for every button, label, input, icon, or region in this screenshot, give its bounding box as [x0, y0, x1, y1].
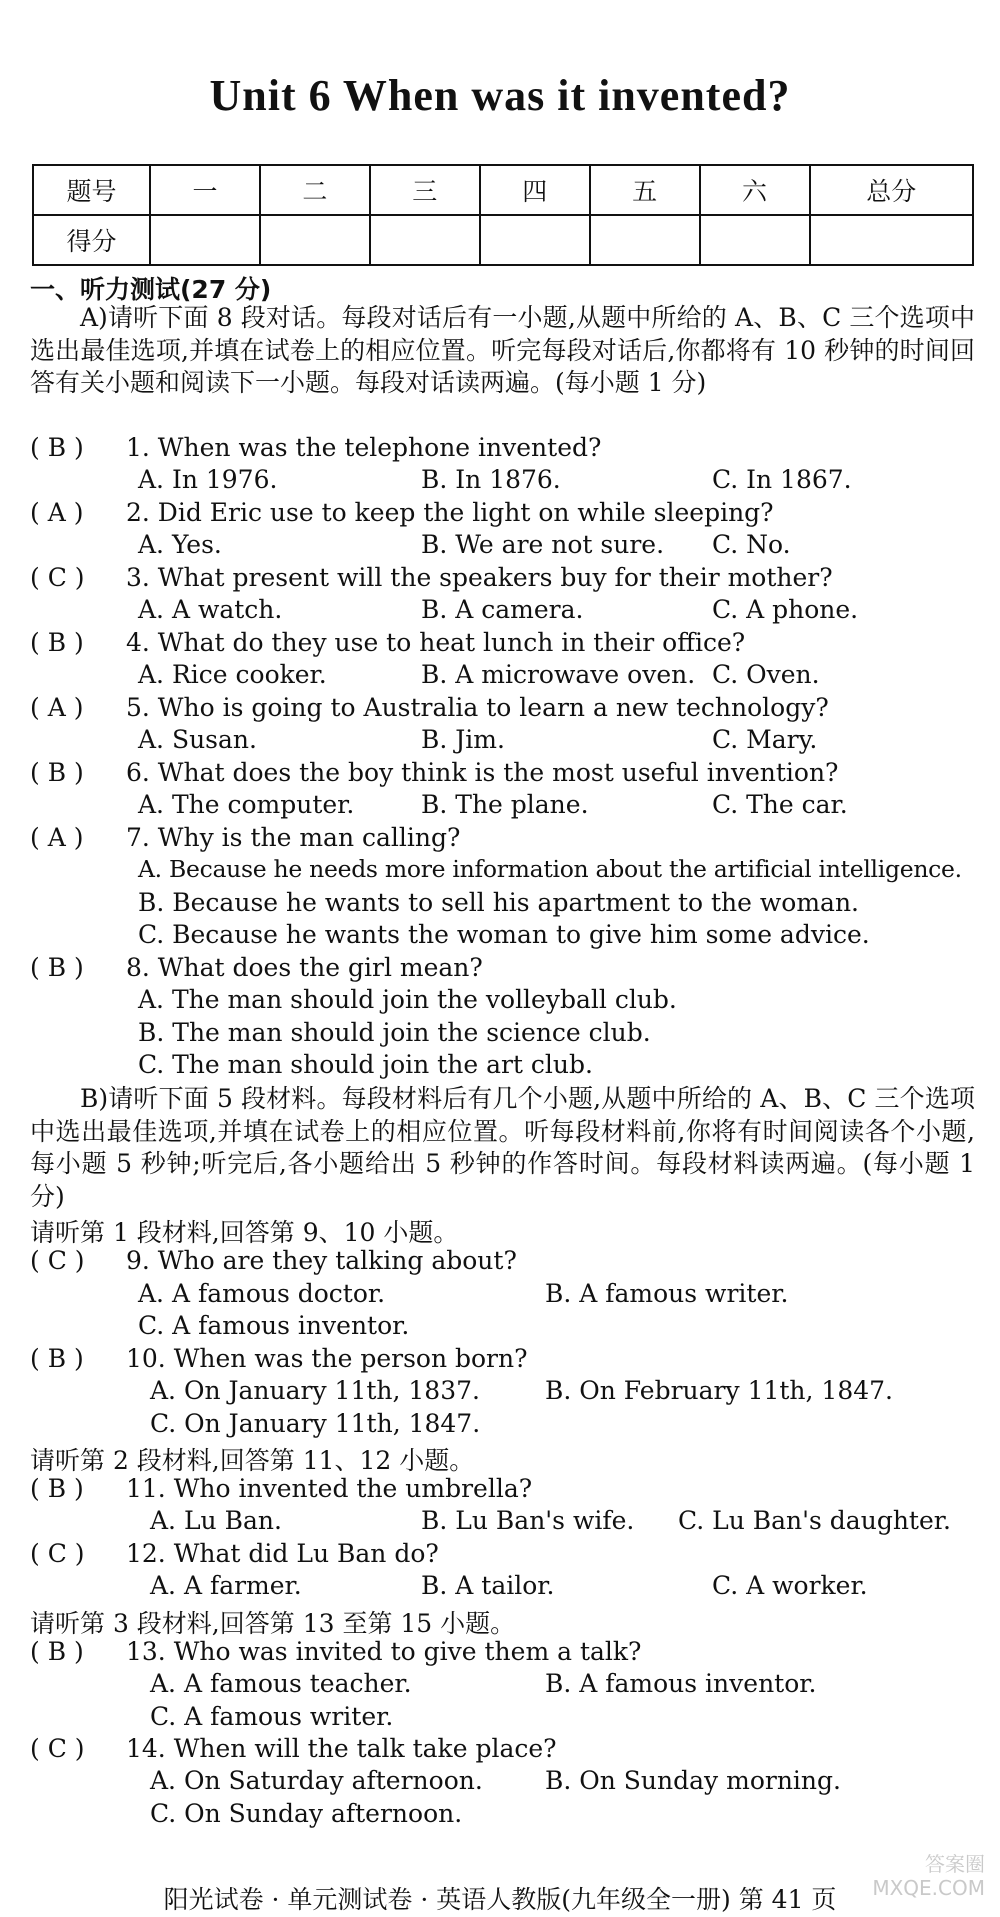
score-cell: [590, 215, 700, 265]
option-a: A. A famous doctor.: [138, 1279, 386, 1308]
answer-mark: ( C ): [30, 563, 85, 592]
option-b: B. In 1876.: [421, 465, 561, 494]
question-text: 1. When was the telephone invented?: [126, 433, 602, 462]
answer-mark: ( B ): [30, 628, 84, 657]
answer-mark: ( B ): [30, 758, 84, 787]
option-c: C. Lu Ban's daughter.: [678, 1506, 951, 1535]
option-c: C. Because he wants the woman to give him some advice.: [138, 920, 870, 949]
option-c: C. In 1867.: [712, 465, 852, 494]
score-cell: [700, 215, 810, 265]
option-a: A. Yes.: [138, 530, 222, 559]
question-text: 2. Did Eric use to keep the light on while sleeping?: [126, 498, 774, 527]
option-b: B. Because he wants to sell his apartment to the woman.: [138, 888, 860, 917]
option-c: C. A famous inventor.: [138, 1311, 410, 1340]
answer-mark: ( B ): [30, 433, 84, 462]
score-cell: 三: [370, 165, 480, 215]
question-14: [30, 1734, 557, 1763]
option-c: C. The man should join the art club.: [138, 1050, 593, 1079]
option-a: A. A watch.: [138, 595, 283, 624]
score-table-header-row: [33, 165, 973, 215]
answer-mark: ( B ): [30, 1637, 84, 1666]
option-b: B. On February 11th, 1847.: [545, 1376, 893, 1405]
option-b: B. The man should join the science club.: [138, 1018, 651, 1047]
question-text: 10. When was the person born?: [126, 1344, 528, 1373]
question-3: [30, 563, 833, 592]
option-a: A. Rice cooker.: [138, 660, 327, 689]
question-text: 5. Who is going to Australia to learn a new technology?: [126, 693, 829, 722]
score-cell: 二: [260, 165, 370, 215]
question-6: [30, 758, 838, 787]
score-cell: 得分: [33, 215, 150, 265]
question-text: 11. Who invented the umbrella?: [126, 1474, 533, 1503]
answer-mark: ( A ): [30, 823, 84, 852]
answer-mark: ( C ): [30, 1539, 85, 1568]
question-11: [30, 1474, 532, 1503]
option-c: C. Mary.: [712, 725, 818, 754]
option-a: A. Because he needs more information about the artificial intelligence.: [138, 855, 962, 883]
option-b: B. A tailor.: [421, 1571, 555, 1600]
option-a: A. A famous teacher.: [150, 1669, 412, 1698]
option-a: A. The man should join the volleyball club.: [138, 985, 677, 1014]
option-b: B. A famous writer.: [545, 1279, 789, 1308]
material-1-intro: 请听第 1 段材料,回答第 9、10 小题。: [30, 1218, 459, 1247]
question-5: [30, 693, 829, 722]
score-cell: 六: [700, 165, 810, 215]
question-text: 14. When will the talk take place?: [126, 1734, 557, 1763]
option-c: C. A worker.: [712, 1571, 868, 1600]
page-title: Unit 6 When was it invented?: [209, 71, 791, 120]
answer-mark: ( B ): [30, 1474, 84, 1503]
answer-mark: ( B ): [30, 953, 84, 982]
question-text: 9. Who are they talking about?: [126, 1246, 517, 1275]
option-b: B. A microwave oven.: [421, 660, 696, 689]
material-2-intro: 请听第 2 段材料,回答第 11、12 小题。: [30, 1446, 475, 1475]
question-1: [30, 433, 601, 462]
score-cell: 一: [150, 165, 260, 215]
score-table: [32, 164, 974, 266]
question-9: [30, 1246, 517, 1275]
score-cell: [480, 215, 590, 265]
score-cell: 四: [480, 165, 590, 215]
question-13: [30, 1637, 641, 1666]
option-b: B. A camera.: [421, 595, 584, 624]
option-a: A. A farmer.: [150, 1571, 302, 1600]
score-cell: [810, 215, 973, 265]
option-b: B. The plane.: [421, 790, 589, 819]
option-c: C. A phone.: [712, 595, 859, 624]
score-cell: [370, 215, 480, 265]
score-cell: 题号: [33, 165, 150, 215]
watermark: 答案圈 MXQE.COM: [872, 1852, 985, 1900]
option-a: A. Susan.: [138, 725, 257, 754]
score-table-score-row: [33, 215, 973, 265]
question-text: 3. What present will the speakers buy for their mother?: [126, 563, 833, 592]
option-c: C. A famous writer.: [150, 1702, 394, 1731]
question-text: 12. What did Lu Ban do?: [126, 1539, 439, 1568]
question-text: 13. Who was invited to give them a talk?: [126, 1637, 642, 1666]
answer-mark: ( A ): [30, 498, 84, 527]
part-a-instructions: A)请听下面 8 段对话。每段对话后有一小题,从题中所给的 A、B、C 三个选项中选出最佳选项,并填在试卷上的相应位置。听完每段对话后,你都将有 10 秒钟的时间回答有关小题和阅读下一小题。每段对话读两遍。(每小题 1 分): [30, 303, 975, 397]
question-7: [30, 823, 460, 852]
question-text: 4. What do they use to heat lunch in their office?: [126, 628, 746, 657]
answer-mark: ( C ): [30, 1246, 85, 1275]
option-a: A. In 1976.: [138, 465, 278, 494]
option-a: A. The computer.: [138, 790, 355, 819]
option-b: B. On Sunday morning.: [545, 1766, 841, 1795]
answer-mark: ( A ): [30, 693, 84, 722]
option-c: C. On January 11th, 1847.: [150, 1409, 481, 1438]
question-12: [30, 1539, 439, 1568]
question-text: 8. What does the girl mean?: [126, 953, 483, 982]
section-heading: 一、听力测试(27 分): [30, 275, 272, 304]
option-c: C. No.: [712, 530, 791, 559]
page-footer: 阳光试卷 · 单元测试卷 · 英语人教版(九年级全一册) 第 41 页: [163, 1885, 837, 1914]
score-cell: [150, 215, 260, 265]
question-text: 7. Why is the man calling?: [126, 823, 461, 852]
material-3-intro: 请听第 3 段材料,回答第 13 至第 15 小题。: [30, 1609, 516, 1638]
option-b: B. We are not sure.: [421, 530, 665, 559]
question-10: [30, 1344, 528, 1373]
option-b: B. A famous inventor.: [545, 1669, 817, 1698]
answer-mark: ( C ): [30, 1734, 85, 1763]
option-a: A. On January 11th, 1837.: [150, 1376, 480, 1405]
option-c: C. The car.: [712, 790, 848, 819]
answer-mark: ( B ): [30, 1344, 84, 1373]
part-b-instructions: B)请听下面 5 段材料。每段材料后有几个小题,从题中所给的 A、B、C 三个选项中选出最佳选项,并填在试卷上的相应位置。听每段材料前,你将有时间阅读各个小题,每小题 5 秒钟;听完后,各小题给出 5 秒钟的作答时间。每段材料读两遍。(每小题 1 分): [30, 1084, 975, 1211]
score-cell: [260, 215, 370, 265]
option-c: C. On Sunday afternoon.: [150, 1799, 463, 1828]
question-4: [30, 628, 745, 657]
question-text: 6. What does the boy think is the most useful invention?: [126, 758, 839, 787]
option-a: A. On Saturday afternoon.: [150, 1766, 483, 1795]
option-a: A. Lu Ban.: [150, 1506, 282, 1535]
score-cell: 五: [590, 165, 700, 215]
option-b: B. Lu Ban's wife.: [421, 1506, 635, 1535]
question-8: [30, 953, 483, 982]
question-2: [30, 498, 774, 527]
option-c: C. Oven.: [712, 660, 820, 689]
option-b: B. Jim.: [421, 725, 505, 754]
score-cell: 总分: [810, 165, 973, 215]
